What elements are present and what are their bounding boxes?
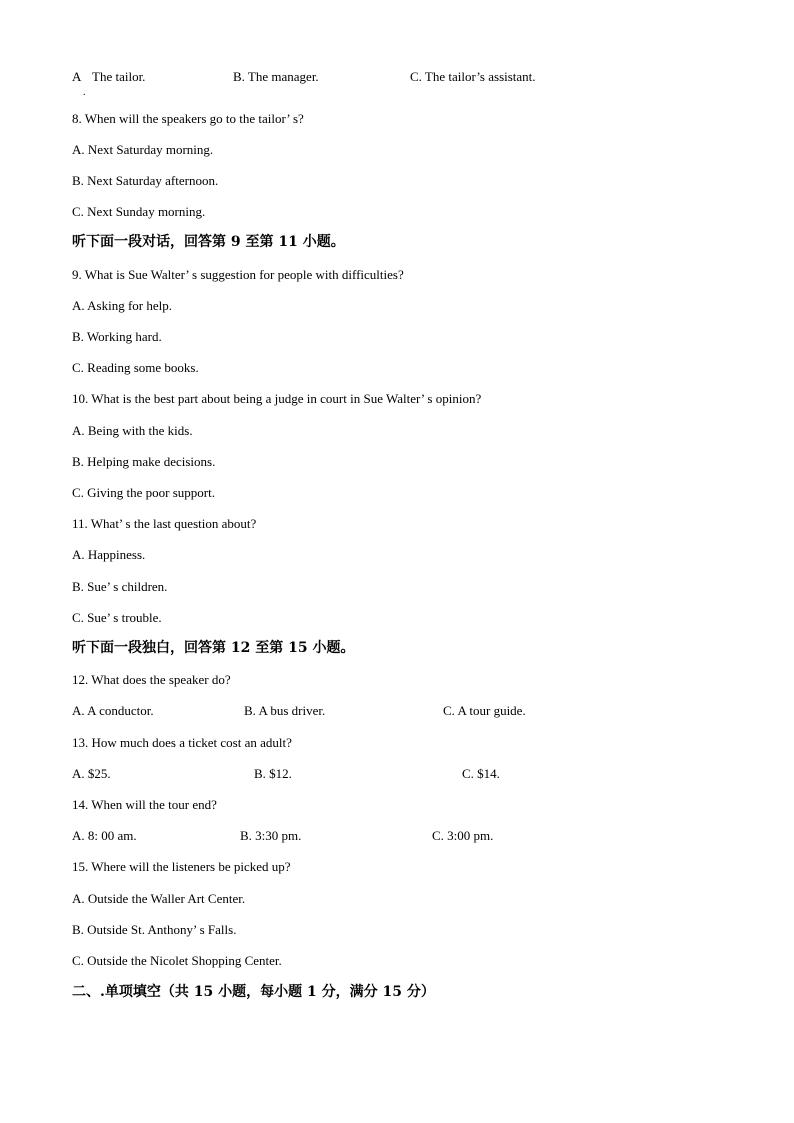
- q9-option-b: B. Working hard.: [72, 329, 162, 344]
- q7-option-c: C. The tailor’s assistant.: [410, 69, 536, 84]
- q7-option-b: B. The manager.: [233, 69, 319, 84]
- q7-option-a-dot: .: [83, 87, 86, 98]
- q11-option-b: B. Sue’ s children.: [72, 579, 168, 594]
- q12-option-c: C. A tour guide.: [443, 703, 526, 718]
- q15-option-b: B. Outside St. Anthony’ s Falls.: [72, 922, 237, 937]
- part2-heading: 二、.单项填空（共 15 小题，每小题 1 分，满分 15 分）: [72, 984, 435, 1000]
- section-heading-9-11: 听下面一段对话，回答第 9 至第 11 小题。: [72, 234, 345, 250]
- q8-option-c: C. Next Sunday morning.: [72, 204, 206, 219]
- q13-option-b: B. $12.: [254, 766, 292, 781]
- q13-question: 13. How much does a ticket cost an adult?: [72, 735, 292, 750]
- q12-option-a: A. A conductor.: [72, 703, 154, 718]
- q9-question: 9. What is Sue Walter’ s suggestion for people with difficulties?: [72, 267, 404, 282]
- q14-option-a: A. 8: 00 am.: [72, 828, 137, 843]
- q13-option-a: A. $25.: [72, 766, 111, 781]
- q15-question: 15. Where will the listeners be picked up?: [72, 859, 291, 874]
- q10-option-a: A. Being with the kids.: [72, 423, 193, 438]
- q9-option-c: C. Reading some books.: [72, 360, 199, 375]
- q14-option-b: B. 3:30 pm.: [240, 828, 302, 843]
- q12-question: 12. What does the speaker do?: [72, 672, 231, 687]
- q10-question: 10. What is the best part about being a judge in court in Sue Walter’ s opinion?: [72, 391, 482, 406]
- q11-option-c: C. Sue’ s trouble.: [72, 610, 162, 625]
- q14-option-c: C. 3:00 pm.: [432, 828, 494, 843]
- q7-option-a-text: The tailor.: [92, 69, 146, 84]
- q10-option-b: B. Helping make decisions.: [72, 454, 216, 469]
- q12-option-b: B. A bus driver.: [244, 703, 326, 718]
- q15-option-a: A. Outside the Waller Art Center.: [72, 891, 246, 906]
- q7-option-a-letter: A: [72, 69, 82, 84]
- q8-option-b: B. Next Saturday afternoon.: [72, 173, 219, 188]
- section-heading-12-15: 听下面一段独白，回答第 12 至第 15 小题。: [72, 640, 355, 656]
- q8-question: 8. When will the speakers go to the tailor’ s?: [72, 111, 304, 126]
- q13-option-c: C. $14.: [462, 766, 500, 781]
- q14-question: 14. When will the tour end?: [72, 797, 217, 812]
- q9-option-a: A. Asking for help.: [72, 298, 173, 313]
- q11-question: 11. What’ s the last question about?: [72, 516, 257, 531]
- q11-option-a: A. Happiness.: [72, 547, 146, 562]
- q8-option-a: A. Next Saturday morning.: [72, 142, 214, 157]
- q15-option-c: C. Outside the Nicolet Shopping Center.: [72, 953, 282, 968]
- q10-option-c: C. Giving the poor support.: [72, 485, 215, 500]
